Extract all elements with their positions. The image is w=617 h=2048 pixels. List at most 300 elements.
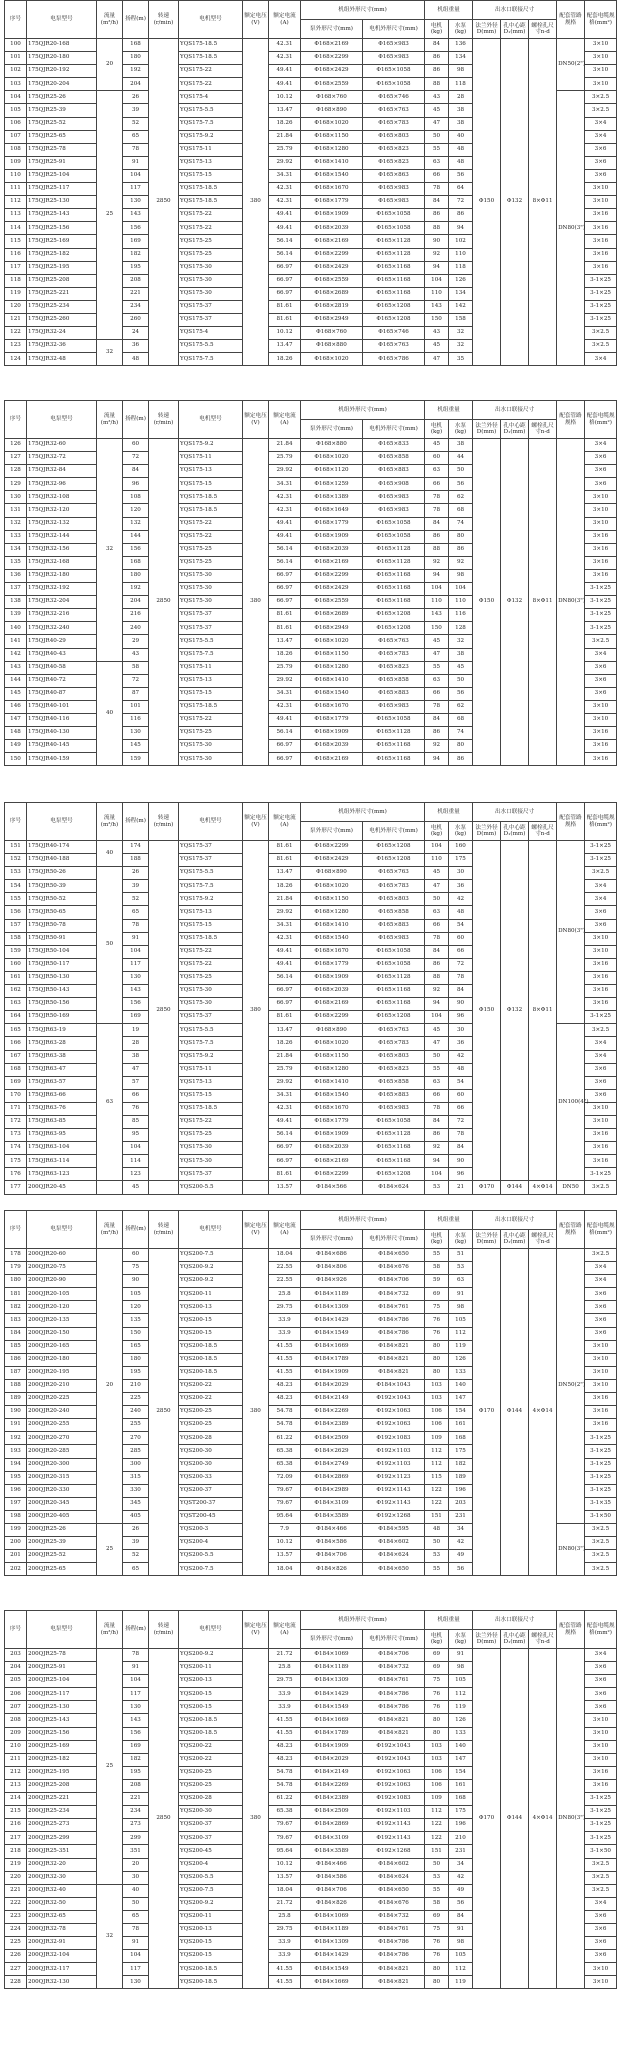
cell-head: 65 (123, 1563, 149, 1576)
cell-current: 21.72 (269, 1897, 301, 1910)
cell-head: 108 (123, 491, 149, 504)
cell-model: 175QJR50-78 (27, 919, 97, 932)
cell-model: 200QJR25-234 (27, 1806, 97, 1819)
cell-current: 54.78 (269, 1419, 301, 1432)
cell-pump-dims: Φ184×1429 (301, 1314, 363, 1327)
cell-model: 175QJR40-174 (27, 841, 97, 854)
cell-motor-weight: 104 (425, 583, 449, 596)
cell-pump-weight: 118 (449, 261, 473, 274)
cell-motor-dims: Φ192×1083 (363, 1432, 425, 1445)
cell-motor-weight: 80 (425, 1366, 449, 1379)
cell-pump-dims: Φ184×466 (301, 1858, 363, 1871)
cell-head: 117 (123, 1963, 149, 1976)
cell-seq: 208 (5, 1714, 27, 1727)
cell-motor-weight: 106 (425, 1406, 449, 1419)
cell-seq: 102 (5, 65, 27, 78)
cell-model: 200QJR25-130 (27, 1701, 97, 1714)
cell-motor-dims: Φ165×1208 (363, 1168, 425, 1181)
cell-pump-weight: 126 (449, 1714, 473, 1727)
header-head: 扬程(m) (123, 1211, 149, 1249)
cell-head: 26 (123, 91, 149, 104)
cell-pump-weight: 231 (449, 1845, 473, 1858)
header-head: 扬程(m) (123, 803, 149, 841)
cell-motor-dims: Φ165×1128 (363, 1129, 425, 1142)
cell-motor-model: YQS175-9.2 (179, 1050, 243, 1063)
cell-model: 175QJR63-85 (27, 1115, 97, 1128)
cell-model: 200QJR25-39 (27, 1537, 97, 1550)
cell-pump-dims: Φ168×1540 (301, 687, 363, 700)
cell-cable: 3×10 (585, 52, 617, 65)
cell-current: 25.8 (269, 1662, 301, 1675)
cell-motor-weight: 75 (425, 1301, 449, 1314)
cell-pump-weight: 168 (449, 1432, 473, 1445)
cell-motor-weight: 76 (425, 1950, 449, 1963)
cell-motor-model: YQS175-22 (179, 517, 243, 530)
cell-pump-weight: 189 (449, 1471, 473, 1484)
cell-cable: 3×10 (585, 1353, 617, 1366)
cell-motor-weight: 75 (425, 1923, 449, 1936)
cell-current: 65.38 (269, 1458, 301, 1471)
header-weight-group: 机组重量 (425, 803, 473, 822)
cell-motor-dims: Φ192×1043 (363, 1393, 425, 1406)
cell-seq: 138 (5, 596, 27, 609)
header-bolt: 螺栓孔尺寸n-d (529, 420, 557, 439)
cell-seq: 211 (5, 1753, 27, 1766)
header-model: 电泵型号 (27, 1, 97, 39)
cell-motor-dims: Φ184×821 (363, 1714, 425, 1727)
cell-motor-weight: 112 (425, 1445, 449, 1458)
cell-pump-dims: Φ184×3109 (301, 1832, 363, 1845)
cell-seq: 164 (5, 1011, 27, 1024)
cell-cable: 3×16 (585, 1142, 617, 1155)
cell-model: 200QJR25-91 (27, 1662, 97, 1675)
cell-motor-weight: 112 (425, 1458, 449, 1471)
cell-motor-weight: 45 (425, 104, 449, 117)
cell-current: 49.41 (269, 1115, 301, 1128)
cell-current: 21.84 (269, 130, 301, 143)
cell-model: 175QJR63-47 (27, 1063, 97, 1076)
cell-head: 150 (123, 1327, 149, 1340)
cell-motor-dims: Φ184×650 (363, 1563, 425, 1576)
cell-cable: 3×10 (585, 504, 617, 517)
cell-cable: 3×4 (585, 1050, 617, 1063)
cell-head: 168 (123, 556, 149, 569)
cell-current: 56.14 (269, 235, 301, 248)
cell-model: 175QJR32-168 (27, 556, 97, 569)
cell-motor-model: YQS175-13 (179, 674, 243, 687)
cell-motor-dims: Φ184×761 (363, 1675, 425, 1688)
cell-motor-dims: Φ184×650 (363, 1884, 425, 1897)
cell-current: 42.31 (269, 196, 301, 209)
cell-head: 273 (123, 1819, 149, 1832)
cell-model: 200QJR32-65 (27, 1910, 97, 1923)
cell-pump-dims: Φ168×1410 (301, 674, 363, 687)
cell-cable: 3×6 (585, 1063, 617, 1076)
cell-cable: 3×6 (585, 906, 617, 919)
cell-pump-weight: 32 (449, 327, 473, 340)
cell-model: 175QJR40-58 (27, 661, 97, 674)
header-pump-dims: 泵外形尺寸(mm) (301, 1630, 363, 1649)
cell-seq: 162 (5, 985, 27, 998)
cell-cable: 3×16 (585, 248, 617, 261)
table-section (4, 400, 615, 766)
cell-motor-dims: Φ165×883 (363, 1089, 425, 1102)
cell-pump-weight: 110 (449, 596, 473, 609)
header-cable: 配套电缆规格(mm²) (585, 1, 617, 39)
cell-seq: 153 (5, 867, 27, 880)
cell-current: 42.31 (269, 700, 301, 713)
cell-model: 175QJR32-60 (27, 439, 97, 452)
header-current: 额定电流(A) (269, 1211, 301, 1249)
cell-cable: 3×2.5 (585, 1181, 617, 1194)
cell-seq: 141 (5, 635, 27, 648)
cell-pump-weight: 119 (449, 1976, 473, 1989)
cell-seq: 217 (5, 1832, 27, 1845)
table-section (4, 1610, 615, 1989)
header-motor-weight: 电机(kg) (425, 420, 449, 439)
cell-current: 25.79 (269, 661, 301, 674)
cell-cable: 3-1×25 (585, 1011, 617, 1024)
cell-motor-weight: 45 (425, 340, 449, 353)
cell-head: 50 (123, 1897, 149, 1910)
cell-cable: 3×2.5 (585, 1249, 617, 1262)
cell-motor-model: YQS175-37 (179, 609, 243, 622)
cell-model: 200QJR25-65 (27, 1563, 97, 1576)
cell-motor-weight: 122 (425, 1832, 449, 1845)
cell-pump-dims: Φ184×1549 (301, 1327, 363, 1340)
cell-motor-model: YQS200-15 (179, 1314, 243, 1327)
cell-cable: 3-1×25 (585, 1484, 617, 1497)
cell-pump-weight: 86 (449, 209, 473, 222)
cell-head: 132 (123, 517, 149, 530)
cell-pump-weight: 196 (449, 1819, 473, 1832)
cell-pump-weight: 92 (449, 556, 473, 569)
cell-pump-dims: Φ168×2169 (301, 1155, 363, 1168)
cell-current: 13.47 (269, 340, 301, 353)
cell-motor-weight: 110 (425, 287, 449, 300)
cell-head: 285 (123, 1445, 149, 1458)
header-flow: 流量(m³/h) (97, 401, 123, 439)
cell-model: 175QJR50-52 (27, 893, 97, 906)
cell-motor-weight: 110 (425, 596, 449, 609)
cell-head: 345 (123, 1497, 149, 1510)
cell-cable: 3×10 (585, 65, 617, 78)
cell-motor-model: YQS175-7.5 (179, 648, 243, 661)
cell-motor-weight: 104 (425, 1011, 449, 1024)
cell-current: 22.55 (269, 1262, 301, 1275)
cell-model: 200QJR32-78 (27, 1923, 97, 1936)
cell-head: 114 (123, 1155, 149, 1168)
cell-motor-weight: 106 (425, 1419, 449, 1432)
cell-motor-weight: 86 (425, 958, 449, 971)
cell-motor-model: YQS200-11 (179, 1662, 243, 1675)
cell-motor-weight: 103 (425, 1753, 449, 1766)
cell-model: 200QJR20-180 (27, 1353, 97, 1366)
cell-motor-model: YQS175-18.5 (179, 39, 243, 52)
cell-current: 13.47 (269, 1024, 301, 1037)
cell-motor-weight: 84 (425, 713, 449, 726)
cell-motor-dims: Φ165×763 (363, 104, 425, 117)
cell-motor-dims: Φ165×858 (363, 1076, 425, 1089)
cell-motor-dims: Φ165×833 (363, 439, 425, 452)
cell-pump-dims: Φ168×2039 (301, 1142, 363, 1155)
cell-pump-dims: Φ168×2949 (301, 313, 363, 326)
header-hole-d: 孔中心距D₁(mm) (501, 20, 529, 39)
header-motor-dims: 电机外形尺寸(mm) (363, 1230, 425, 1249)
cell-head: 188 (123, 854, 149, 867)
cell-seq: 221 (5, 1884, 27, 1897)
cell-flow: 50 (97, 867, 123, 1024)
spec-table (4, 1210, 617, 1576)
cell-motor-model: YQS175-11 (179, 452, 243, 465)
cell-motor-weight: 78 (425, 491, 449, 504)
cell-hole-d: Φ144 (501, 1181, 529, 1194)
cell-pump-weight: 134 (449, 287, 473, 300)
cell-cable: 3×16 (585, 1766, 617, 1779)
cell-cable: 3×10 (585, 491, 617, 504)
cell-seq: 114 (5, 222, 27, 235)
cell-pump-weight: 49 (449, 1884, 473, 1897)
cell-motor-model: YQS200-18.5 (179, 1340, 243, 1353)
cell-current: 10.12 (269, 327, 301, 340)
cell-current: 54.78 (269, 1406, 301, 1419)
cell-motor-dims: Φ165×823 (363, 143, 425, 156)
cell-current: 29.75 (269, 1675, 301, 1688)
cell-flow: 32 (97, 340, 123, 366)
cell-current: 34.31 (269, 687, 301, 700)
cell-pump-dims: Φ168×2689 (301, 609, 363, 622)
cell-motor-weight: 92 (425, 556, 449, 569)
spec-table (4, 400, 617, 766)
cell-head: 221 (123, 287, 149, 300)
cell-bolt: 4×Φ14 (529, 1249, 557, 1576)
cell-current: 33.9 (269, 1937, 301, 1950)
cell-model: 200QJR32-104 (27, 1950, 97, 1963)
cell-current: 66.97 (269, 569, 301, 582)
cell-motor-model: YQS175-18.5 (179, 52, 243, 65)
cell-voltage: 380 (243, 841, 269, 1181)
cell-pump-dims: Φ168×1779 (301, 1115, 363, 1128)
cell-model: 175QJR40-145 (27, 740, 97, 753)
cell-pump-weight: 98 (449, 1937, 473, 1950)
cell-motor-model: YQS200-11 (179, 1288, 243, 1301)
cell-seq: 172 (5, 1115, 27, 1128)
cell-motor-weight: 104 (425, 274, 449, 287)
cell-current: 54.78 (269, 1766, 301, 1779)
cell-seq: 101 (5, 52, 27, 65)
cell-model: 175QJR25-39 (27, 104, 97, 117)
cell-motor-model: YQS200-9.2 (179, 1649, 243, 1662)
cell-motor-model: YQS175-22 (179, 222, 243, 235)
cell-model: 200QJR20-240 (27, 1406, 97, 1419)
cell-pump-weight: 21 (449, 1181, 473, 1194)
cell-speed: 2850 (149, 439, 179, 766)
cell-motor-model: YQS175-5.5 (179, 104, 243, 117)
cell-seq: 224 (5, 1923, 27, 1936)
cell-current: 25.79 (269, 452, 301, 465)
cell-pump-dims: Φ168×1909 (301, 209, 363, 222)
cell-flow: 20 (97, 39, 123, 91)
cell-motor-model: YQS200-15 (179, 1327, 243, 1340)
cell-cable: 3×16 (585, 1419, 617, 1432)
cell-motor-dims: Φ165×1208 (363, 622, 425, 635)
cell-pump-weight: 110 (449, 248, 473, 261)
cell-current: 29.75 (269, 1923, 301, 1936)
cell-pump-dims: Φ184×1669 (301, 1340, 363, 1353)
cell-pump-dims: Φ168×1259 (301, 478, 363, 491)
cell-motor-model: YQS200-33 (179, 1471, 243, 1484)
cell-pump-weight: 56 (449, 169, 473, 182)
cell-seq: 227 (5, 1963, 27, 1976)
cell-seq: 148 (5, 727, 27, 740)
cell-current: 33.9 (269, 1327, 301, 1340)
cell-pump-dims: Φ168×890 (301, 1024, 363, 1037)
cell-cable: 3×6 (585, 1701, 617, 1714)
cell-model: 200QJR20-255 (27, 1419, 97, 1432)
cell-motor-weight: 90 (425, 235, 449, 248)
cell-model: 175QJR40-130 (27, 727, 97, 740)
cell-pump-dims: Φ184×2869 (301, 1819, 363, 1832)
cell-pump-weight: 98 (449, 65, 473, 78)
header-hole-d: 孔中心距D₁(mm) (501, 822, 529, 841)
cell-motor-weight: 86 (425, 52, 449, 65)
cell-flange-d: Φ150 (473, 39, 501, 366)
cell-pump-weight: 72 (449, 196, 473, 209)
cell-motor-dims: Φ165×883 (363, 687, 425, 700)
cell-seq: 179 (5, 1262, 27, 1275)
cell-model: 175QJR32-120 (27, 504, 97, 517)
header-flange-d: 法兰外径D(mm) (473, 1230, 501, 1249)
cell-model: 200QJR25-143 (27, 1714, 97, 1727)
header-flange-d: 法兰外径D(mm) (473, 420, 501, 439)
cell-seq: 140 (5, 622, 27, 635)
cell-pump-dims: Φ168×890 (301, 867, 363, 880)
cell-motor-model: YQS175-30 (179, 274, 243, 287)
cell-head: 47 (123, 1063, 149, 1076)
cell-pump-dims: Φ168×2429 (301, 583, 363, 596)
cell-motor-model: YQS200-15 (179, 1701, 243, 1714)
cell-motor-dims: Φ165×983 (363, 491, 425, 504)
cell-pump-dims: Φ168×1909 (301, 727, 363, 740)
cell-head: 60 (123, 1249, 149, 1262)
cell-current: 33.9 (269, 1314, 301, 1327)
cell-motor-model: YQS200-18.5 (179, 1714, 243, 1727)
cell-pump-weight: 91 (449, 1923, 473, 1936)
cell-model: 175QJR25-182 (27, 248, 97, 261)
cell-current: 41.55 (269, 1963, 301, 1976)
cell-pump-dims: Φ168×1280 (301, 143, 363, 156)
cell-motor-model: YQS200-25 (179, 1419, 243, 1432)
cell-seq: 166 (5, 1037, 27, 1050)
cell-motor-weight: 80 (425, 1727, 449, 1740)
cell-cable: 3×6 (585, 156, 617, 169)
cell-current: 42.31 (269, 932, 301, 945)
cell-motor-model: YQS175-7.5 (179, 1037, 243, 1050)
cell-model: 175QJR32-132 (27, 517, 97, 530)
cell-model: 175QJR25-91 (27, 156, 97, 169)
cell-motor-weight: 47 (425, 648, 449, 661)
cell-current: 79.67 (269, 1819, 301, 1832)
cell-pump-dims: Φ168×1150 (301, 130, 363, 143)
cell-motor-model: YQS175-30 (179, 569, 243, 582)
cell-model: 175QJR63-104 (27, 1142, 97, 1155)
cell-model: 200QJR32-117 (27, 1963, 97, 1976)
cell-current: 7.9 (269, 1523, 301, 1536)
cell-head: 78 (123, 919, 149, 932)
cell-head: 95 (123, 1129, 149, 1142)
cell-cable: 3×6 (585, 1327, 617, 1340)
cell-motor-model: YQS200-9.2 (179, 1275, 243, 1288)
cell-seq: 129 (5, 478, 27, 491)
cell-head: 75 (123, 1262, 149, 1275)
cell-head: 145 (123, 740, 149, 753)
cell-motor-weight: 45 (425, 439, 449, 452)
cell-pump-weight: 104 (449, 583, 473, 596)
cell-motor-weight: 69 (425, 1910, 449, 1923)
cell-pump-dims: Φ184×3589 (301, 1510, 363, 1523)
cell-pump-weight: 60 (449, 1089, 473, 1102)
cell-motor-weight: 63 (425, 156, 449, 169)
cell-model: 175QJR20-192 (27, 65, 97, 78)
cell-pump-weight: 64 (449, 183, 473, 196)
cell-head: 300 (123, 1458, 149, 1471)
cell-motor-dims: Φ165×1168 (363, 740, 425, 753)
cell-motor-dims: Φ184×732 (363, 1910, 425, 1923)
cell-cable: 3×6 (585, 1301, 617, 1314)
cell-motor-model: YQS175-30 (179, 998, 243, 1011)
cell-head: 19 (123, 1024, 149, 1037)
table-section (4, 1210, 615, 1576)
cell-motor-dims: Φ192×1268 (363, 1510, 425, 1523)
cell-pump-dims: Φ168×2299 (301, 248, 363, 261)
cell-motor-model: YQS175-30 (179, 261, 243, 274)
cell-head: 143 (123, 1714, 149, 1727)
cell-pump-dims: Φ168×2559 (301, 274, 363, 287)
cell-pump-dims: Φ168×1389 (301, 491, 363, 504)
cell-cable: 3×4 (585, 353, 617, 366)
cell-motor-model: YQS200-28 (179, 1432, 243, 1445)
cell-current: 49.41 (269, 222, 301, 235)
cell-seq: 218 (5, 1845, 27, 1858)
cell-pump-dims: Φ168×2299 (301, 841, 363, 854)
cell-cable: 3×10 (585, 196, 617, 209)
cell-model: 175QJR50-65 (27, 906, 97, 919)
cell-model: 175QJR25-234 (27, 300, 97, 313)
cell-pump-weight: 35 (449, 353, 473, 366)
cell-motor-model: YQS175-30 (179, 740, 243, 753)
cell-current: 81.61 (269, 300, 301, 313)
cell-motor-weight: 47 (425, 353, 449, 366)
cell-cable: 3×2.5 (585, 1537, 617, 1550)
cell-head: 84 (123, 465, 149, 478)
cell-flange-d: Φ150 (473, 841, 501, 1181)
cell-pump-dims: Φ184×1549 (301, 1963, 363, 1976)
cell-pump-weight: 54 (449, 919, 473, 932)
cell-current: 41.55 (269, 1976, 301, 1989)
cell-motor-weight: 43 (425, 327, 449, 340)
cell-seq: 210 (5, 1740, 27, 1753)
cell-seq: 192 (5, 1432, 27, 1445)
cell-model: 200QJR20-75 (27, 1262, 97, 1275)
cell-motor-weight: 58 (425, 1262, 449, 1275)
cell-current: 42.31 (269, 183, 301, 196)
cell-motor-model: YQS200-45 (179, 1845, 243, 1858)
cell-seq: 100 (5, 39, 27, 52)
cell-pump-weight: 80 (449, 740, 473, 753)
cell-motor-model: YQS200-18.5 (179, 1727, 243, 1740)
header-speed: 转速(r/min) (149, 401, 179, 439)
cell-pump-weight: 48 (449, 1063, 473, 1076)
